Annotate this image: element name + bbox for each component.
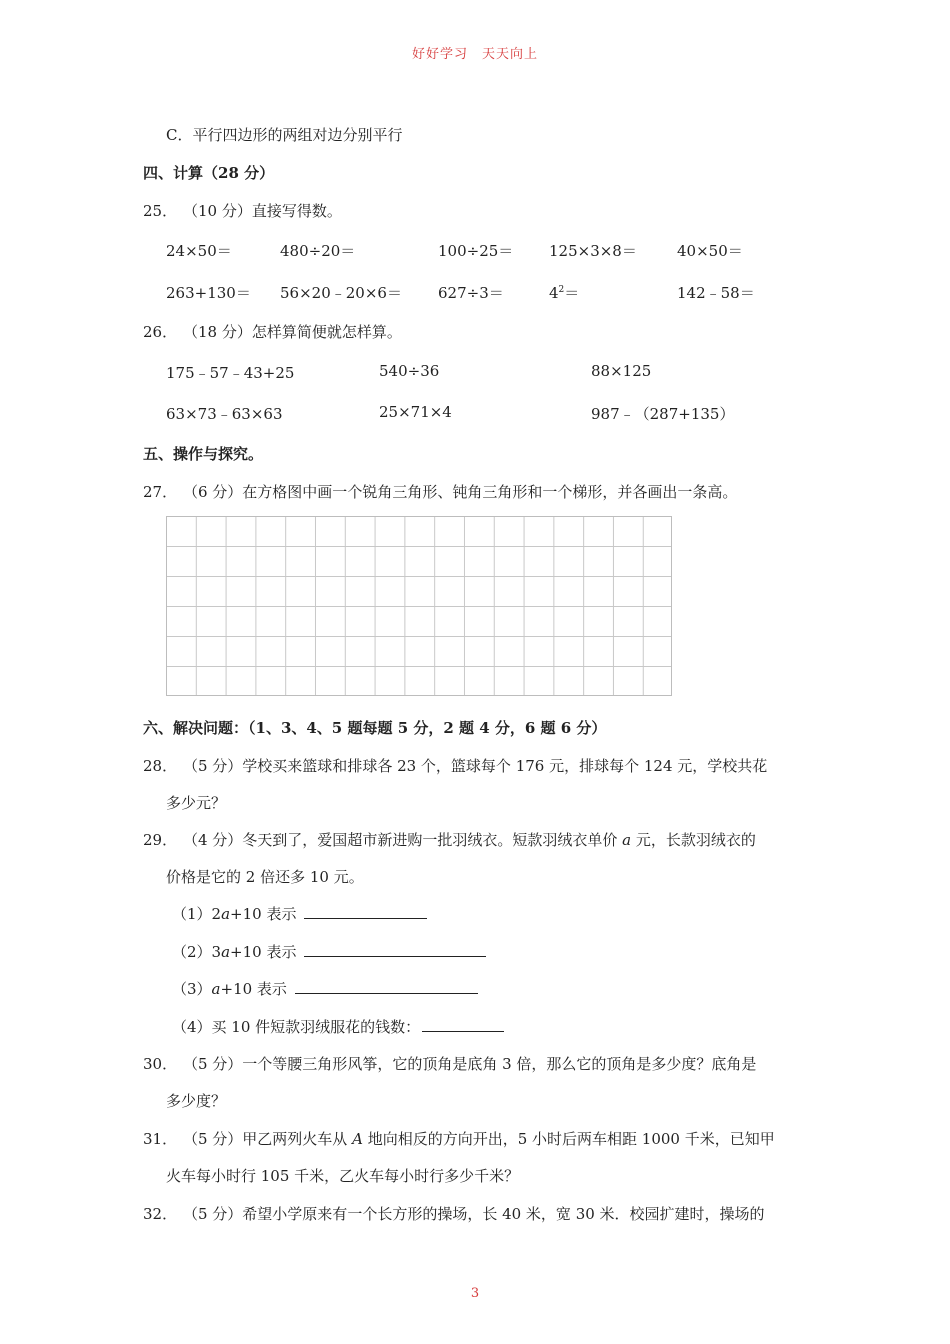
section-6-title: 六、解决问题：（1、3、4、5 题每题 5 分，2 题 4 分，6 题 6 分） [143,719,607,737]
question-text: （18 分）怎样算简便就怎样算。 [183,323,402,341]
question-28-cont: 多少元？ [166,794,227,812]
question-number: 30． [143,1055,178,1073]
calc-item: 142﹣58＝ [677,284,755,302]
calc-item: 540÷36 [379,362,440,380]
option-c: C．平行四边形的两组对边分别平行 [166,126,403,144]
variable-a: a [622,831,632,849]
question-number: 27． [143,483,178,501]
answer-blank[interactable] [295,979,478,994]
exponent: 2 [558,285,565,295]
sub-question-4: （4）买 10 件短款羽绒服花的钱数： [172,1016,504,1037]
question-number: 29． [143,831,178,849]
question-number: 28． [143,757,178,775]
calc-item: 263+130＝ [166,284,251,302]
calc-item-square: $4^2=$ [549,284,580,302]
question-text: （5 分）一个等腰三角形风筝，它的顶角是底角 3 倍，那么它的顶角是多少度？底角是 [183,1055,757,1073]
sub-question-2: （2）3a+10 表示 [172,941,486,962]
answer-blank[interactable] [304,904,427,919]
question-text: （6 分）在方格图中画一个锐角三角形、钝角三角形和一个梯形，并各画出一条高。 [183,483,738,501]
sub-question-1: （1）2a+10 表示 [172,903,427,924]
calc-item: 24×50＝ [166,242,232,260]
calc-item: 88×125 [591,362,652,380]
question-text: （10 分）直接写得数。 [183,202,342,220]
question-31: 31． （5 分）甲乙两列火车从 A 地向相反的方向开出，5 小时后两车相距 1000 千米，已知甲 [143,1130,775,1148]
question-number: 26． [143,323,178,341]
question-26 [143,321,402,342]
square-grid [166,516,672,696]
section-4-title: 四、计算（28 分） [143,164,275,182]
question-30 [143,1053,756,1074]
answer-blank[interactable] [422,1017,504,1032]
question-text: （5 分）希望小学原来有一个长方形的操场，长 40 米，宽 30 米．校园扩建时，操场的 [183,1205,765,1223]
calc-item: 40×50＝ [677,242,743,260]
question-32 [143,1203,765,1224]
question-number: 32． [143,1205,178,1223]
calc-item: 25×71×4 [379,403,452,421]
question-25 [143,200,342,221]
question-number: 31． [143,1130,178,1148]
answer-blank[interactable] [304,942,486,957]
calc-item: 480÷20＝ [280,242,356,260]
question-29: 29． （4 分）冬天到了，爱国超市新进购一批羽绒衣。短款羽绒衣单价 a 元，长款羽绒衣的 [143,831,756,849]
question-text: （5 分）学校买来篮球和排球各 23 个，篮球每个 176 元，排球每个 124 元，学校共花 [183,757,768,775]
variable-A: A [352,1130,363,1148]
question-29-cont: 价格是它的 2 倍还多 10 元。 [166,868,364,886]
calc-item: 100÷25＝ [438,242,514,260]
page-header: 好好学习 天天向上 [411,47,538,62]
question-number: 25． [143,202,178,220]
question-31-cont: 火车每小时行 105 千米，乙火车每小时行多少千米？ [166,1167,520,1185]
page-number: 3 [470,1286,480,1301]
calc-item: 987﹣（287+135） [591,405,735,423]
calc-item: 56×20﹣20×6＝ [280,284,402,302]
calc-item: 63×73﹣63×63 [166,405,283,423]
sub-question-3: （3）a+10 表示 [172,978,478,999]
calc-item: 125×3×8＝ [549,242,637,260]
section-5-title: 五、操作与探究。 [143,445,264,463]
question-27 [143,481,737,502]
calc-item: 627÷3＝ [438,284,504,302]
question-30-cont: 多少度？ [166,1092,227,1110]
calc-item: 175﹣57﹣43+25 [166,364,295,382]
question-28 [143,755,767,776]
